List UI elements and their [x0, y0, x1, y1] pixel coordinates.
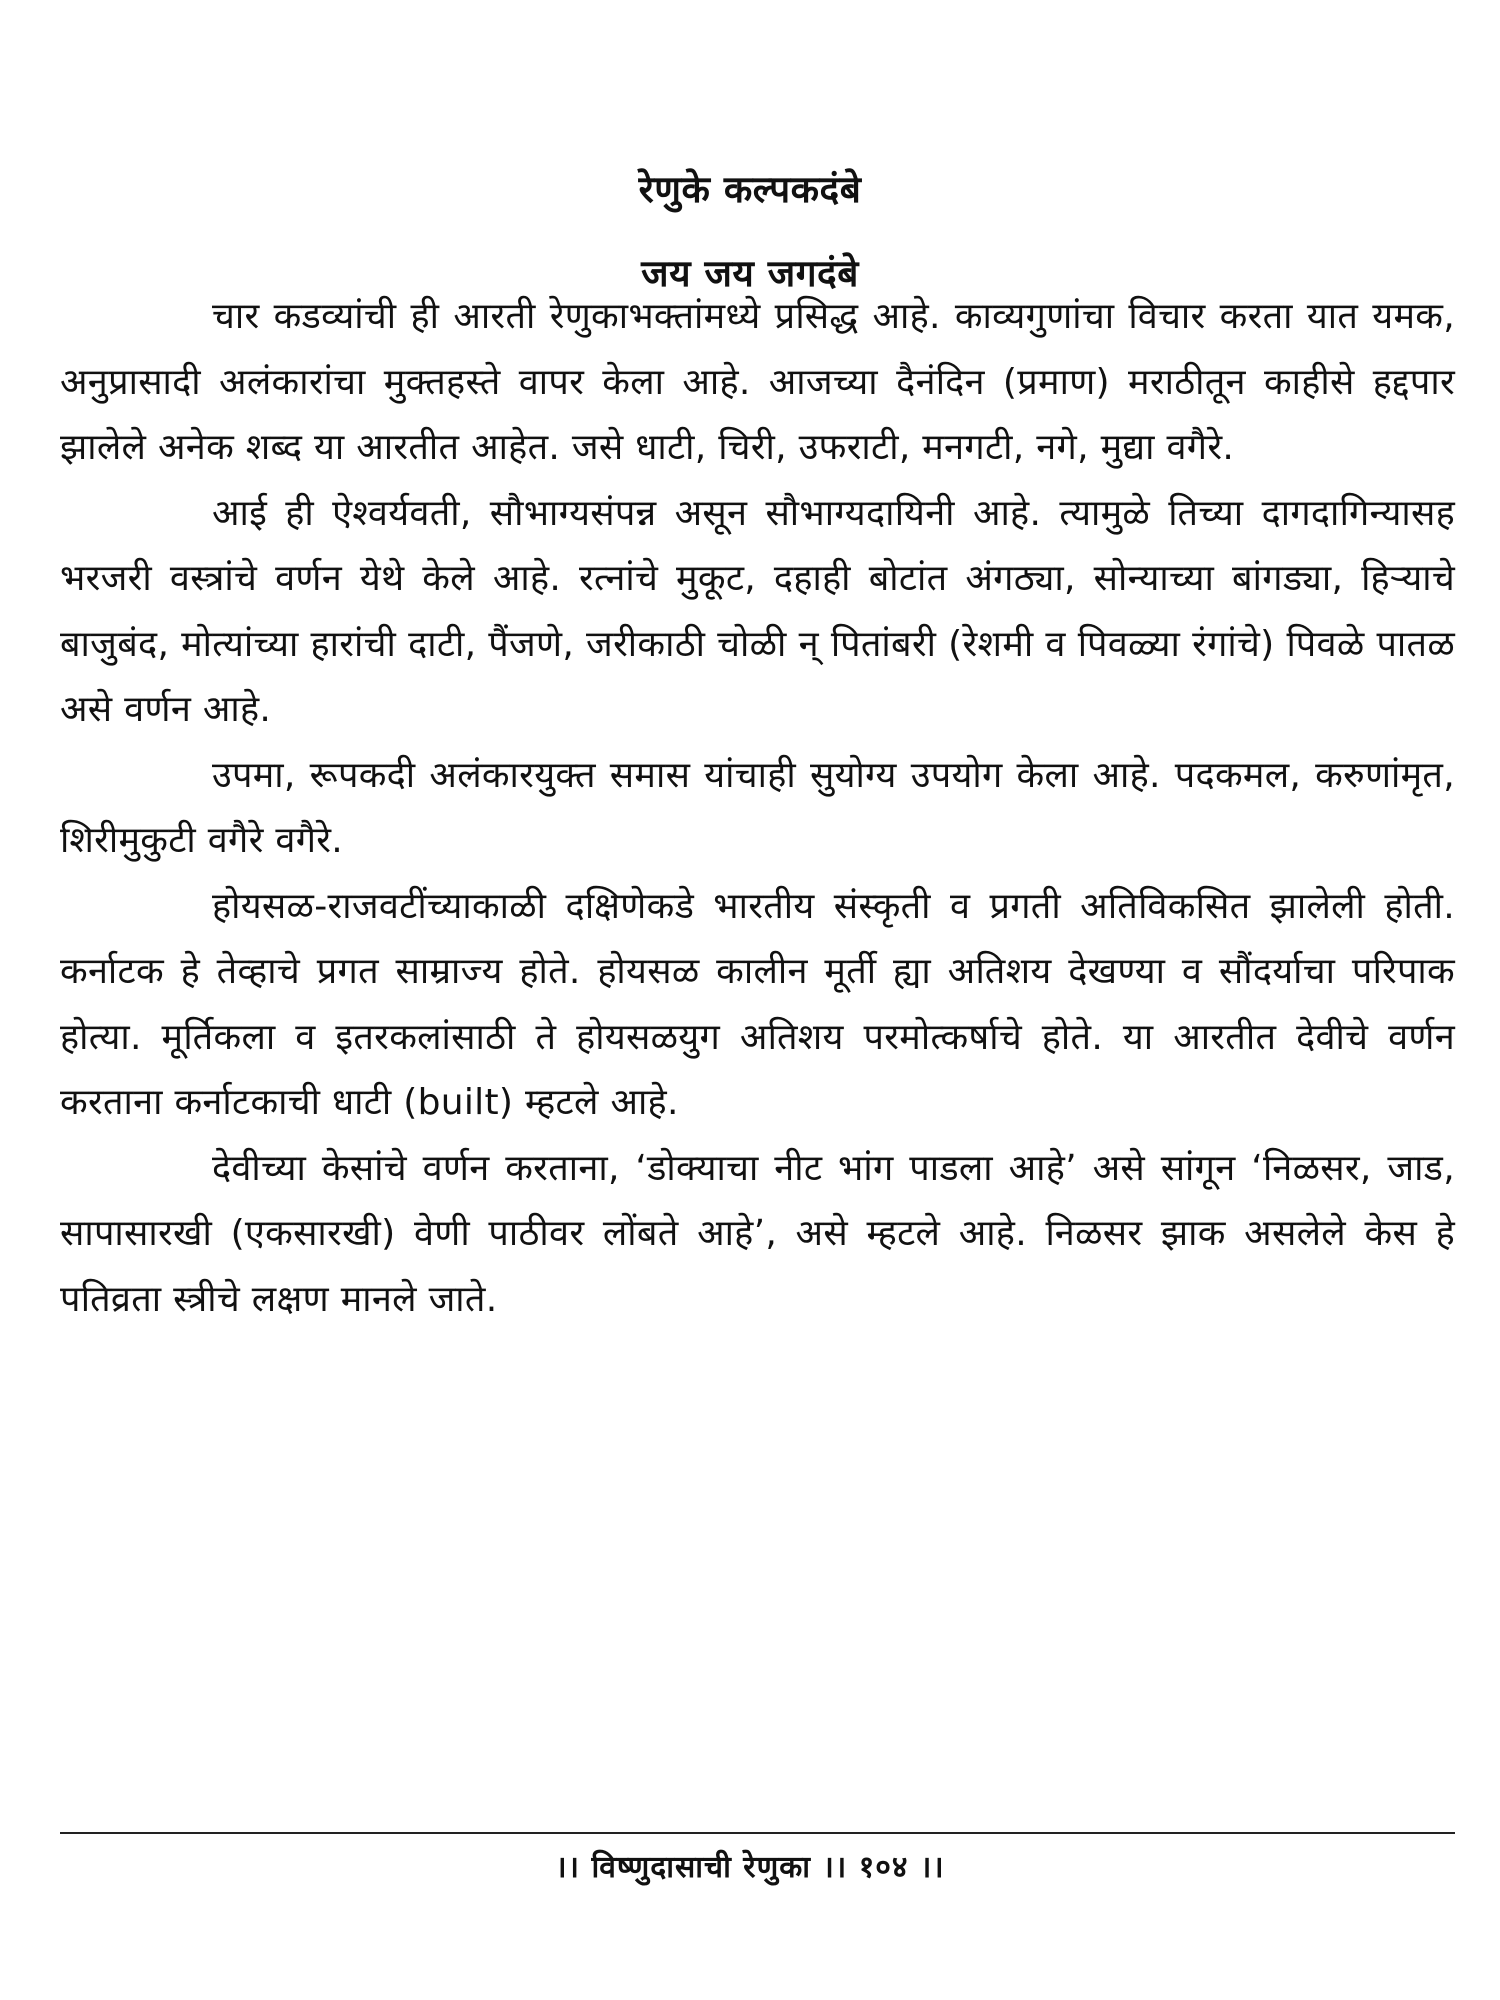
paragraph: चार कडव्यांची ही आरती रेणुकाभक्तांमध्ये प्रसिद्ध आहे. काव्यगुणांचा विचार करता यात यमक, अनुप्रासादी अलंकारांचा मुक्तहस्ते वापर केला आहे. आजच्या दैनंदिन (प्रमाण) मराठीतून काहीसे हद्दपार झालेले अनेक शब्द या आरतीत आहेत. जसे धाटी, चिरी, उफराटी, मनगटी, नगे, मुद्या वगैरे. — [60, 296, 1455, 468]
paragraph: उपमा, रूपकदी अलंकारयुक्त समास यांचाही सुयोग्य उपयोग केला आहे. पदकमल, करुणांमृत, शिरीमुकुटी वगैरे वगैरे. — [60, 754, 1455, 861]
title-line-2: जय जय जगदंबे — [641, 252, 859, 295]
title-line-1: रेणुके कल्पकदंबे — [638, 168, 862, 211]
paragraph: होयसळ-राजवटींच्याकाळी दक्षिणेकडे भारतीय संस्कृती व प्रगती अतिविकसित झालेली होती. कर्नाटक हे तेव्हाचे प्रगत साम्राज्य होते. होयसळ कालीन मूर्ती ह्या अतिशय देखण्या व सौंदर्याचा परिपाक होत्या. मूर्तिकला व इतरकलांसाठी ते होयसळयुग अतिशय परमोत्कर्षाचे होते. या आरतीत देवीचे वर्णन करताना कर्नाटकाची धाटी (built) म्हटले आहे. — [60, 885, 1455, 1123]
paragraph: देवीच्या केसांचे वर्णन करताना, ‘डोक्याचा नीट भांग पाडला आहे’ असे सांगून ‘निळसर, जाड, सापासारखी (एकसारखी) वेणी पाठीवर लोंबते आहे’, असे म्हटले आहे. निळसर झाक असलेले केस हे पतिव्रता स्त्रीचे लक्षण मानले जाते. — [60, 1147, 1455, 1320]
page-footer: ।। विष्णुदासाची रेणुका ।। १०४ ।। — [555, 1850, 945, 1885]
body-text — [60, 284, 1455, 1332]
paragraph: आई ही ऐश्वर्यवती, सौभाग्यसंपन्न असून सौभाग्यदायिनी आहे. त्यामुळे तिच्या दागदागिन्यासह भरजरी वस्त्रांचे वर्णन येथे केले आहे. रत्नांचे मुकूट, दहाही बोटांत अंगठ्या, सोन्याच्या बांगड्या, हिऱ्याचे बाजुबंद, मोत्यांच्या हारांची दाटी, पैंजणे, जरीकाठी चोळी न् पितांबरी (रेशमी व पिवळ्या रंगांचे) पिवळे पातळ असे वर्णन आहे. — [60, 492, 1455, 730]
footer-divider — [60, 1832, 1455, 1834]
